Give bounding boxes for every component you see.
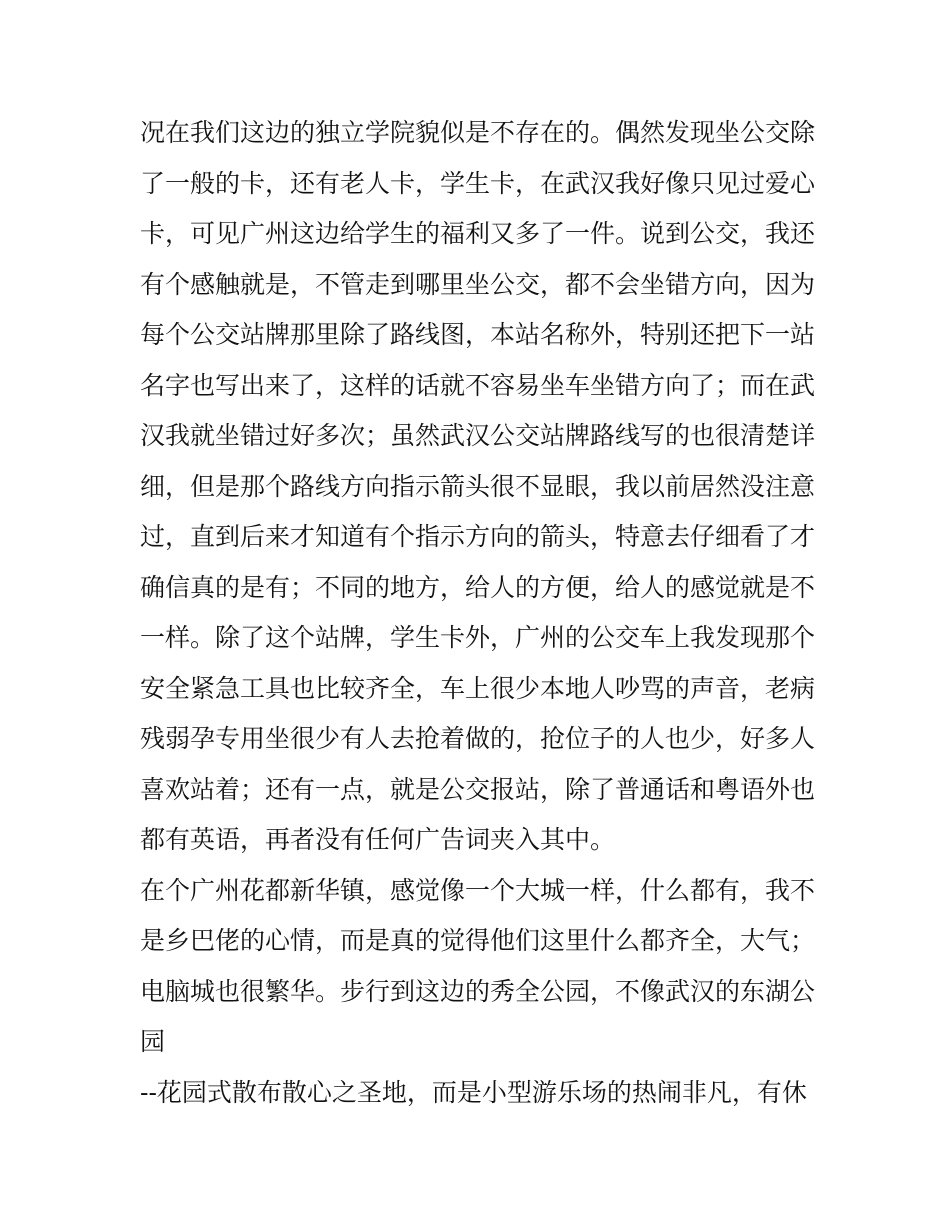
text-line: 残弱孕专用坐很少有人去抢着做的，抢位子的人也少，好多人 — [140, 724, 816, 753]
body-text — [140, 108, 820, 1118]
text-line: 细，但是那个路线方向指示箭头很不显眼，我以前居然没注意 — [140, 471, 816, 501]
text-line: 安全紧急工具也比较齐全，车上很少本地人吵骂的声音，老病 — [140, 673, 816, 703]
text-line: --花园式散布散心之圣地，而是小型游乐场的热闹非凡，有休 — [140, 1077, 807, 1107]
text-line: 都有英语，再者没有任何广告词夹入其中。 — [140, 825, 616, 854]
text-line: 电脑城也很繁华。步行到这边的秀全公园，不像武汉的东湖公 — [140, 976, 816, 1006]
text-line: 每个公交站牌那里除了路线图，本站名称外，特别还把下一站 — [140, 320, 816, 349]
text-line: 在个广州花都新华镇，感觉像一个大城一样，什么都有，我不 — [140, 875, 816, 905]
text-line: 况在我们这边的独立学院貌似是不存在的。偶然发现坐公交除 — [140, 118, 816, 147]
text-line: 喜欢站着；还有一点，就是公交报站，除了普通话和粤语外也 — [140, 774, 816, 804]
text-line: 名字也写出来了，这样的话就不容易坐车坐错方向了；而在武 — [140, 370, 816, 400]
text-line: 卡，可见广州这边给学生的福利又多了一件。说到公交，我还 — [140, 219, 816, 248]
text-line: 汉我就坐错过好多次；虽然武汉公交站牌路线写的也很清楚详 — [140, 421, 816, 450]
text-line: 过，直到后来才知道有个指示方向的箭头，特意去仔细看了才 — [140, 522, 816, 551]
text-line: 园 — [140, 1027, 166, 1056]
text-line: 有个感触就是，不管走到哪里坐公交，都不会坐错方向，因为 — [140, 269, 816, 299]
text-line: 是乡巴佬的心情，而是真的觉得他们这里什么都齐全，大气； — [140, 926, 816, 955]
text-line: 一样。除了这个站牌，学生卡外，广州的公交车上我发现那个 — [140, 623, 816, 652]
text-line: 了一般的卡，还有老人卡，学生卡，在武汉我好像只见过爱心 — [140, 168, 816, 198]
text-line: 确信真的是有；不同的地方，给人的方便，给人的感觉就是不 — [140, 572, 816, 602]
